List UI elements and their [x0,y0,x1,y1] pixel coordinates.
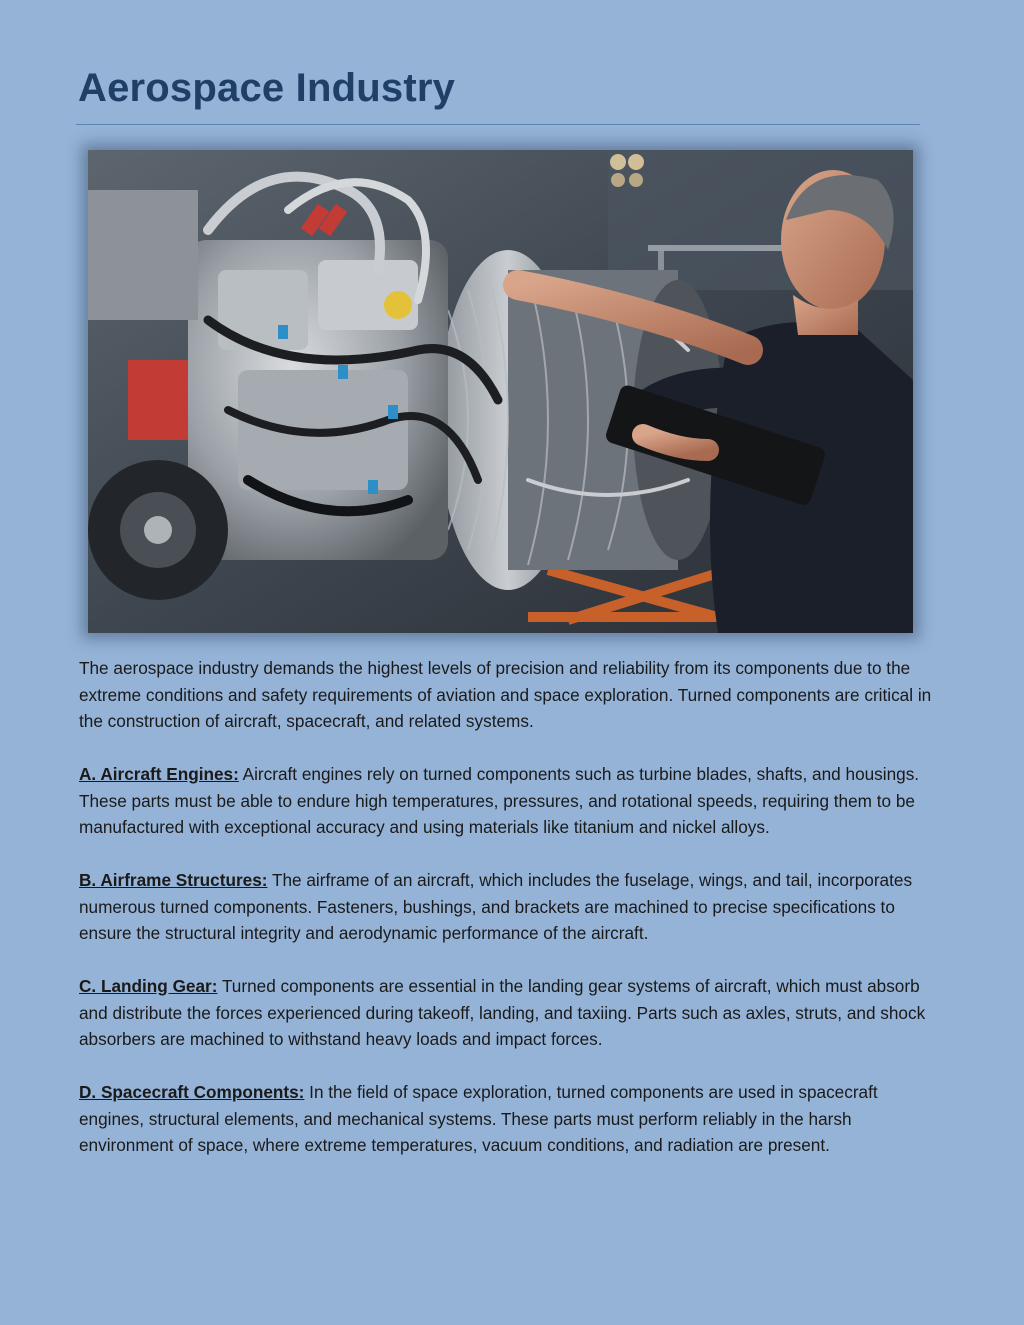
section-label: B. Airframe Structures: [79,870,268,890]
section-text: Aircraft engines rely on turned components such as turbine blades, shafts, and housings. These parts must be able to endure high temperatures, pressures, and rotational speeds, requiring them to be manufactured with exceptional accuracy and using materials like titanium and nickel alloys. [79,764,920,837]
section-airframe-structures [79,867,939,947]
page-title: Aerospace Industry [78,66,456,110]
section-label: D. Spacecraft Components: [79,1082,305,1102]
section-aircraft-engines [79,761,939,841]
section-spacecraft-components [79,1079,939,1159]
section-text: In the field of space exploration, turned components are used in spacecraft engines, structural elements, and mechanical systems. These parts must perform reliably in the harsh environment of space, where extreme temperatures, vacuum conditions, and radiation are present. [79,1082,878,1155]
intro-paragraph: The aerospace industry demands the highest levels of precision and reliability from its components due to the extreme conditions and safety requirements of aviation and space exploration. Turned components are critical in the construction of aircraft, spacecraft, and related systems. [79,658,932,731]
section-text: Turned components are essential in the landing gear systems of aircraft, which must absorb and distribute the forces experienced during takeoff, landing, and taxiing. Parts such as axles, struts, and shock absorbers are machined to withstand heavy loads and impact forces. [79,976,926,1049]
section-label: A. Aircraft Engines: [79,764,239,784]
engine-technician-photo [88,150,913,633]
title-divider [76,124,920,125]
section-text: The airframe of an aircraft, which includes the fuselage, wings, and tail, incorporates numerous turned components. Fasteners, bushings, and brackets are machined to precise specifications to ensure the structural integrity and aerodynamic performance of the aircraft. [79,870,913,943]
section-landing-gear [79,973,939,1053]
section-label: C. Landing Gear: [79,976,218,996]
article-body [79,655,939,1185]
